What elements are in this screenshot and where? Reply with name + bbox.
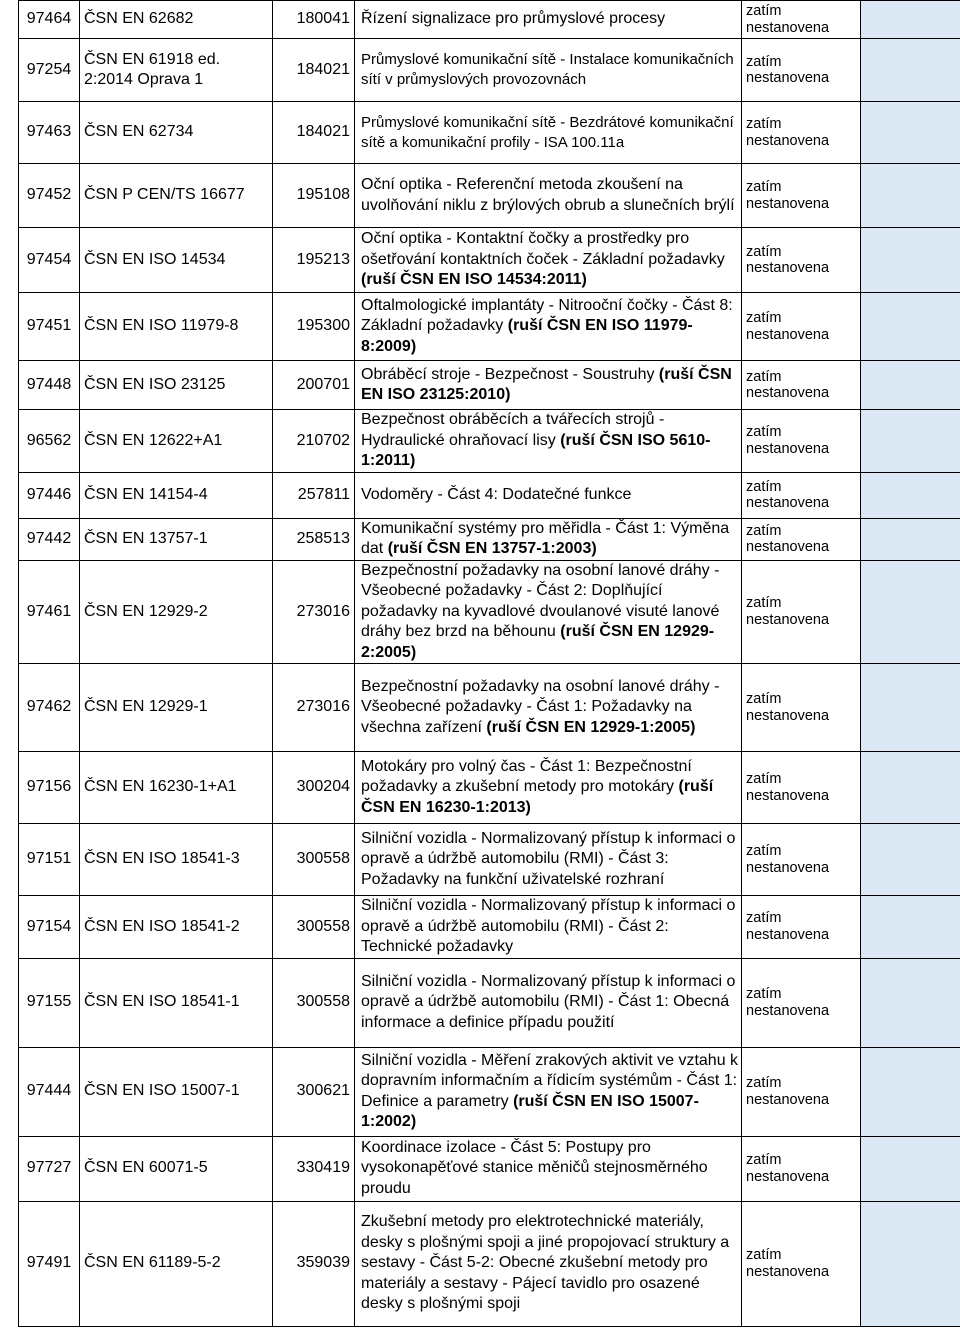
row-id: 97727 [19,1136,80,1201]
table-row [19,518,960,560]
row-title-text: Silniční vozidla - Měření zrakových aktivit ve vztahu k dopravním informačním a řídicím systémům - Část 1: Definice a parametry [361,1052,738,1110]
row-supersedes-note: (ruší ČSN ISO 5610-1:2011) [361,432,710,470]
row-id: 97151 [19,824,80,896]
table-row [19,1047,960,1136]
table-row [19,560,960,664]
row-title [355,361,742,410]
row-empty-cell [861,102,960,164]
row-class-number: 300621 [273,1047,355,1136]
row-empty-cell [861,293,960,361]
row-title-text: Průmyslové komunikační sítě - Bezdrátové komunikační sítě a komunikační profily - ISA 100.11a [361,114,734,151]
row-class-number: 273016 [273,664,355,752]
row-class-number: 195108 [273,164,355,228]
row-empty-cell [861,560,960,664]
row-status: zatím nestanovena [742,410,861,473]
row-status: zatím nestanovena [742,958,861,1047]
row-empty-cell [861,472,960,518]
row-id: 97451 [19,293,80,361]
row-empty-cell [861,228,960,293]
row-title [355,410,742,473]
row-empty-cell [861,518,960,560]
row-supersedes-note: (ruší ČSN EN 13757-1:2003) [388,540,597,557]
row-class-number: 300558 [273,896,355,959]
row-class-number: 359039 [273,1201,355,1326]
row-title-text: Bezpečnostní požadavky na osobní lanové dráhy - Všeobecné požadavky - Část 2: Doplňující požadavky na kyvadlové dvoulanové visuté lanové dráhy bez brzd na běhounu [361,562,719,641]
row-class-number: 184021 [273,39,355,102]
row-status: zatím nestanovena [742,361,861,410]
row-title-text: Koordinace izolace - Část 5: Postupy pro vysokonapěťové stanice měničů stejnosměrného proudu [361,1139,708,1197]
row-id: 97446 [19,472,80,518]
row-id: 97463 [19,102,80,164]
row-id: 97452 [19,164,80,228]
table-row [19,664,960,752]
table-row [19,228,960,293]
row-class-number: 258513 [273,518,355,560]
row-title-text: Bezpečnost obráběcích a tvářecích strojů - Hydraulické ohraňovací lisy [361,411,664,449]
row-title-text: Vodoměry - Část 4: Dodatečné funkce [361,486,631,503]
row-standard-code: ČSN EN ISO 18541-2 [80,896,273,959]
row-status: zatím nestanovena [742,518,861,560]
row-class-number: 257811 [273,472,355,518]
table-row [19,1136,960,1201]
row-id: 97444 [19,1047,80,1136]
row-standard-code: ČSN EN 60071-5 [80,1136,273,1201]
table-row [19,39,960,102]
table-row [19,752,960,824]
row-id: 97462 [19,664,80,752]
row-status: zatím nestanovena [742,664,861,752]
row-status: zatím nestanovena [742,560,861,664]
row-standard-code: ČSN EN 62682 [80,1,273,39]
row-empty-cell [861,39,960,102]
row-standard-code: ČSN EN ISO 14534 [80,228,273,293]
row-title [355,228,742,293]
row-status: zatím nestanovena [742,293,861,361]
row-class-number: 184021 [273,102,355,164]
row-title [355,39,742,102]
row-title [355,293,742,361]
table-row [19,1201,960,1326]
table-row [19,1,960,39]
row-title [355,1,742,39]
row-standard-code: ČSN EN 12622+A1 [80,410,273,473]
row-title-text: Komunikační systémy pro měřidla - Část 1: Výměna dat [361,520,729,558]
row-empty-cell [861,1,960,39]
row-empty-cell [861,410,960,473]
row-title-text: Oftalmologické implantáty - Nitrooční čočky - Část 8: Základní požadavky [361,297,733,335]
row-supersedes-note: (ruší ČSN EN 12929-1:2005) [486,719,695,736]
row-title [355,824,742,896]
row-empty-cell [861,896,960,959]
row-title-text: Průmyslové komunikační sítě - Instalace komunikačních sítí v průmyslových provozovnách [361,51,734,88]
row-empty-cell [861,824,960,896]
row-empty-cell [861,1047,960,1136]
row-class-number: 273016 [273,560,355,664]
row-standard-code: ČSN EN 16230-1+A1 [80,752,273,824]
row-supersedes-note: (ruší ČSN EN 12929-2:2005) [361,623,714,661]
row-title-text: Zkušební metody pro elektrotechnické materiály, desky s plošnými spoji a jiné propojovací struktury a sestavy - Část 5-2: Obecné zkušební metody pro materiály a sestavy - Pájecí tavidlo pro osazené desky s plošnými spoji [361,1213,729,1312]
row-empty-cell [861,664,960,752]
row-id: 97464 [19,1,80,39]
row-standard-code: ČSN EN 12929-2 [80,560,273,664]
row-id: 97461 [19,560,80,664]
row-empty-cell [861,958,960,1047]
row-supersedes-note: (ruší ČSN EN ISO 14534:2011) [361,271,587,288]
row-empty-cell [861,1136,960,1201]
row-status: zatím nestanovena [742,1047,861,1136]
row-class-number: 210702 [273,410,355,473]
row-id: 97454 [19,228,80,293]
row-supersedes-note: (ruší ČSN EN ISO 15007-1:2002) [361,1093,699,1131]
row-status: zatím nestanovena [742,228,861,293]
row-class-number: 300204 [273,752,355,824]
row-supersedes-note: (ruší ČSN EN 16230-1:2013) [361,778,713,816]
row-id: 97155 [19,958,80,1047]
row-status: zatím nestanovena [742,896,861,959]
row-title-text: Silniční vozidla - Normalizovaný přístup k informaci o opravě a údržbě automobilu (RMI) - Část 1: Obecná informace a definice případu použití [361,973,735,1031]
table-row [19,410,960,473]
row-title [355,102,742,164]
row-title-text: Oční optika - Kontaktní čočky a prostředky pro ošetřování kontaktních čoček - Základní požadavky [361,230,725,268]
row-supersedes-note: (ruší ČSN EN ISO 23125:2010) [361,366,732,404]
table-row [19,293,960,361]
row-status: zatím nestanovena [742,1136,861,1201]
row-title-text: Řízení signalizace pro průmyslové procesy [361,10,665,27]
row-id: 97448 [19,361,80,410]
row-standard-code: ČSN P CEN/TS 16677 [80,164,273,228]
row-standard-code: ČSN EN 62734 [80,102,273,164]
standards-table [18,0,960,1327]
table-row [19,164,960,228]
row-status: zatím nestanovena [742,164,861,228]
row-class-number: 200701 [273,361,355,410]
row-id: 96562 [19,410,80,473]
row-title-text: Obráběcí stroje - Bezpečnost - Soustruhy [361,366,659,383]
row-title [355,472,742,518]
row-title [355,1201,742,1326]
row-status: zatím nestanovena [742,102,861,164]
row-standard-code: ČSN EN ISO 15007-1 [80,1047,273,1136]
row-class-number: 195300 [273,293,355,361]
row-title-text: Silniční vozidla - Normalizovaný přístup k informaci o opravě a údržbě automobilu (RMI) - Část 3: Požadavky na funkční uživatelské rozhraní [361,830,735,888]
table-row [19,958,960,1047]
row-class-number: 300558 [273,824,355,896]
row-standard-code: ČSN EN ISO 18541-1 [80,958,273,1047]
row-status: zatím nestanovena [742,39,861,102]
table-row [19,896,960,959]
row-status: zatím nestanovena [742,1,861,39]
row-title [355,1047,742,1136]
standards-table-body [19,1,960,1327]
row-empty-cell [861,361,960,410]
row-empty-cell [861,1201,960,1326]
row-title [355,958,742,1047]
row-standard-code: ČSN EN 13757-1 [80,518,273,560]
row-id: 97156 [19,752,80,824]
row-standard-code: ČSN EN ISO 11979-8 [80,293,273,361]
row-class-number: 195213 [273,228,355,293]
table-row [19,102,960,164]
row-title-text: Motokáry pro volný čas - Část 1: Bezpečnostní požadavky a zkušební metody pro motokáry [361,758,692,796]
row-status: zatím nestanovena [742,752,861,824]
row-status: zatím nestanovena [742,472,861,518]
row-title [355,1136,742,1201]
row-supersedes-note: (ruší ČSN EN ISO 11979-8:2009) [361,317,693,355]
row-title [355,518,742,560]
row-id: 97442 [19,518,80,560]
row-empty-cell [861,164,960,228]
row-title-text: Silniční vozidla - Normalizovaný přístup k informaci o opravě a údržbě automobilu (RMI) - Část 2: Technické požadavky [361,897,735,955]
row-standard-code: ČSN EN 14154-4 [80,472,273,518]
row-class-number: 180041 [273,1,355,39]
row-empty-cell [861,752,960,824]
row-id: 97254 [19,39,80,102]
row-title-text: Bezpečnostní požadavky na osobní lanové dráhy - Všeobecné požadavky - Část 1: Požadavky na všechna zařízení [361,678,719,736]
row-standard-code: ČSN EN 61189-5-2 [80,1201,273,1326]
row-standard-code: ČSN EN ISO 23125 [80,361,273,410]
row-title [355,164,742,228]
row-title-text: Oční optika - Referenční metoda zkoušení na uvolňování niklu z brýlových obrub a slunečních brýlí [361,176,735,214]
table-row [19,361,960,410]
table-row [19,472,960,518]
table-row [19,824,960,896]
row-title [355,896,742,959]
row-title [355,560,742,664]
row-title [355,752,742,824]
row-status: zatím nestanovena [742,824,861,896]
row-id: 97154 [19,896,80,959]
row-class-number: 300558 [273,958,355,1047]
row-status: zatím nestanovena [742,1201,861,1326]
row-standard-code: ČSN EN 61918 ed. 2:2014 Oprava 1 [80,39,273,102]
row-title [355,664,742,752]
row-id: 97491 [19,1201,80,1326]
row-standard-code: ČSN EN ISO 18541-3 [80,824,273,896]
row-standard-code: ČSN EN 12929-1 [80,664,273,752]
row-class-number: 330419 [273,1136,355,1201]
